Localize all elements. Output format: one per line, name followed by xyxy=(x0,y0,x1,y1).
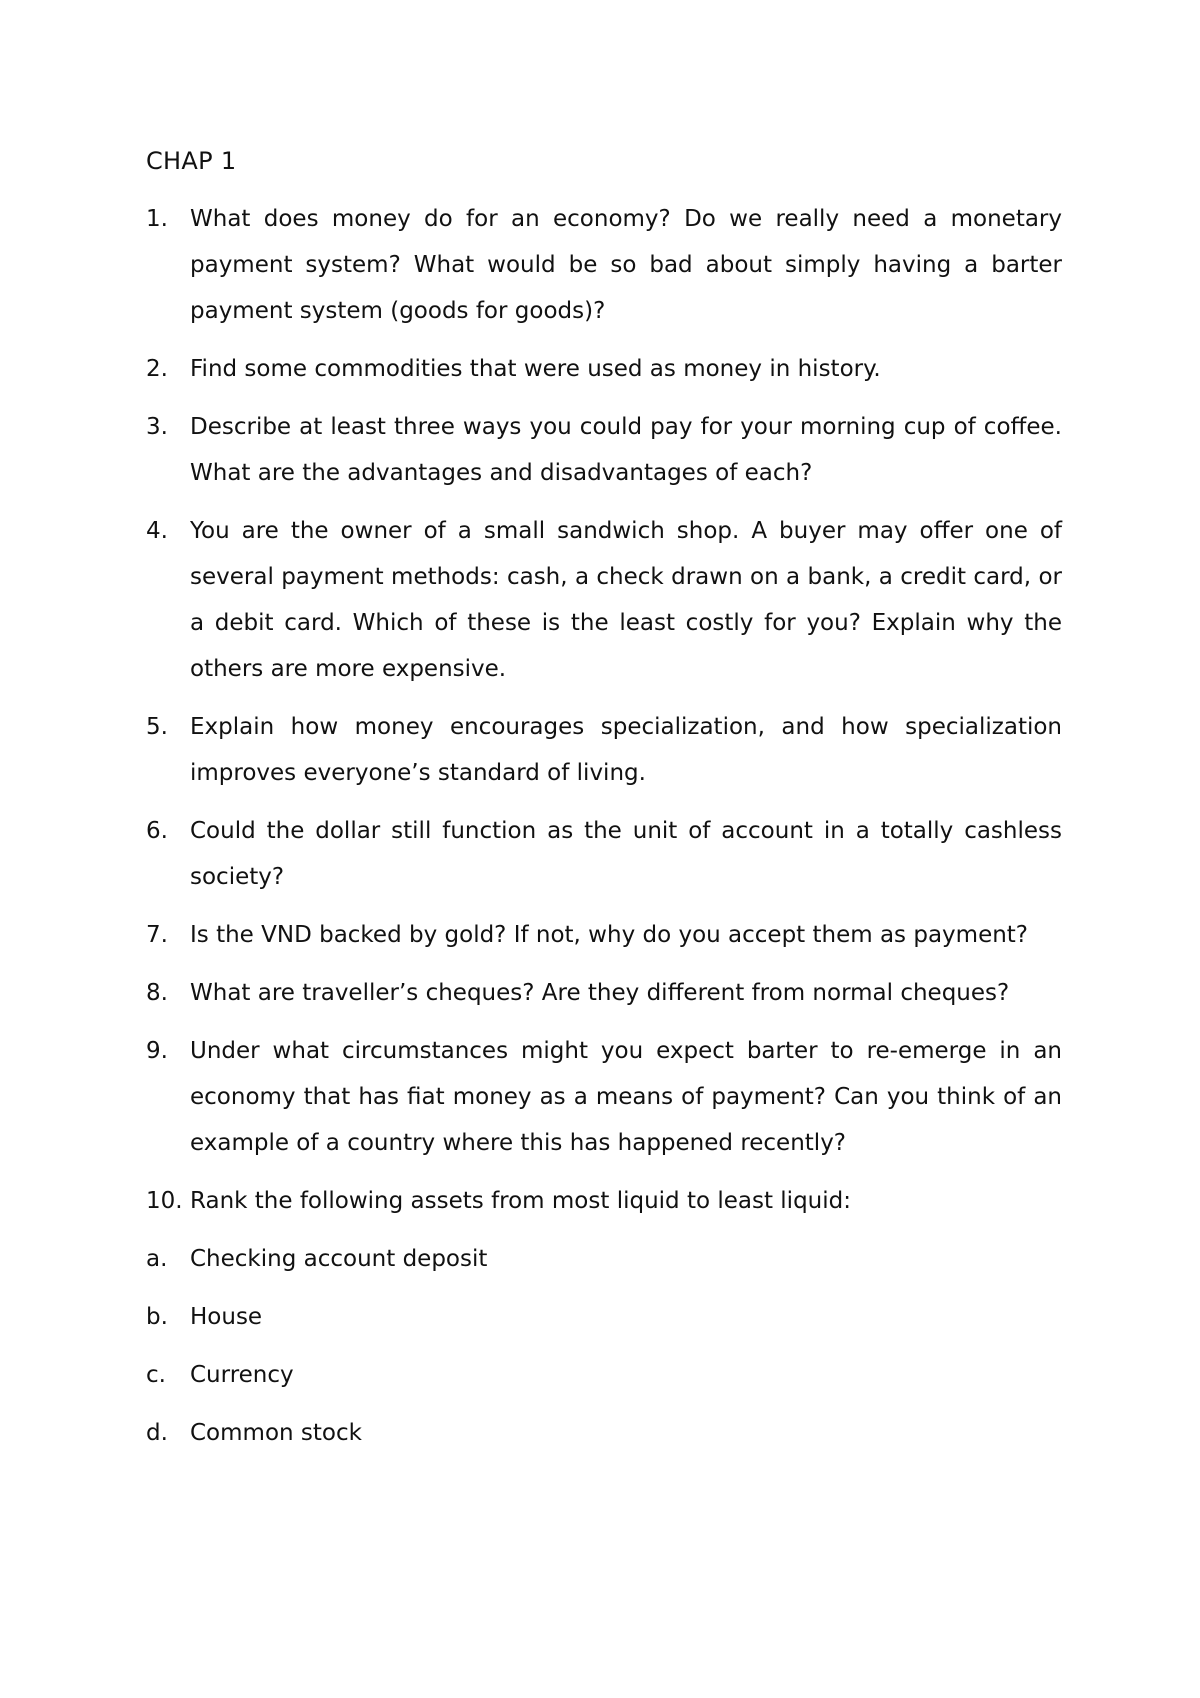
question-text: What does money do for an economy? Do we really need a monetary payment system? What would be so bad about simply having a barter payment system (goods for goods)? xyxy=(190,206,1062,324)
sub-item-text: House xyxy=(190,1304,263,1330)
question-8 xyxy=(146,970,1062,1016)
question-text: Is the VND backed by gold? If not, why do you accept them as payment? xyxy=(190,922,1029,948)
question-text: Find some commodities that were used as money in history. xyxy=(190,356,881,382)
question-number: 7. xyxy=(146,922,168,948)
question-number: 4. xyxy=(146,518,168,544)
question-number: 1. xyxy=(146,206,168,232)
question-2 xyxy=(146,346,1062,392)
question-number: 3. xyxy=(146,414,168,440)
sub-item-a xyxy=(146,1236,1062,1282)
question-5 xyxy=(146,704,1062,796)
sub-item-d xyxy=(146,1410,1062,1456)
question-9 xyxy=(146,1028,1062,1166)
question-number: 2. xyxy=(146,356,168,382)
question-number: 9. xyxy=(146,1038,168,1064)
sub-item-letter: d. xyxy=(146,1420,168,1446)
document-content xyxy=(146,138,1062,1468)
sub-item-text: Common stock xyxy=(190,1420,362,1446)
sub-item-letter: c. xyxy=(146,1362,166,1388)
sub-item-text: Checking account deposit xyxy=(190,1246,488,1272)
question-number: 8. xyxy=(146,980,168,1006)
question-3 xyxy=(146,404,1062,496)
sub-item-text: Currency xyxy=(190,1362,294,1388)
question-text: Rank the following assets from most liquid to least liquid: xyxy=(190,1188,851,1214)
question-text: What are traveller’s cheques? Are they different from normal cheques? xyxy=(190,980,1010,1006)
sub-item-c xyxy=(146,1352,1062,1398)
sub-item-letter: a. xyxy=(146,1246,168,1272)
question-10 xyxy=(146,1178,1062,1224)
chapter-heading: CHAP 1 xyxy=(146,147,237,175)
question-text: Describe at least three ways you could pay for your morning cup of coffee. What are the advantages and disadvantages of each? xyxy=(190,414,1062,486)
question-text: Under what circumstances might you expect barter to re-emerge in an economy that has fiat money as a means of payment? Can you think of an example of a country where this has happened recently? xyxy=(190,1038,1062,1156)
question-text: Could the dollar still function as the unit of account in a totally cashless society? xyxy=(190,818,1062,890)
sub-item-letter: b. xyxy=(146,1304,168,1330)
question-6 xyxy=(146,808,1062,900)
question-7 xyxy=(146,912,1062,958)
question-number: 6. xyxy=(146,818,168,844)
question-text: You are the owner of a small sandwich shop. A buyer may offer one of several payment methods: cash, a check drawn on a bank, a credit card, or a debit card. Which of these is the least costly for you? Explain why the others are more expensive. xyxy=(190,518,1062,682)
question-1 xyxy=(146,196,1062,334)
question-number: 5. xyxy=(146,714,168,740)
question-number: 10. xyxy=(146,1188,183,1214)
question-4 xyxy=(146,508,1062,692)
question-text: Explain how money encourages specialization, and how specialization improves everyone’s standard of living. xyxy=(190,714,1062,786)
sub-item-b xyxy=(146,1294,1062,1340)
